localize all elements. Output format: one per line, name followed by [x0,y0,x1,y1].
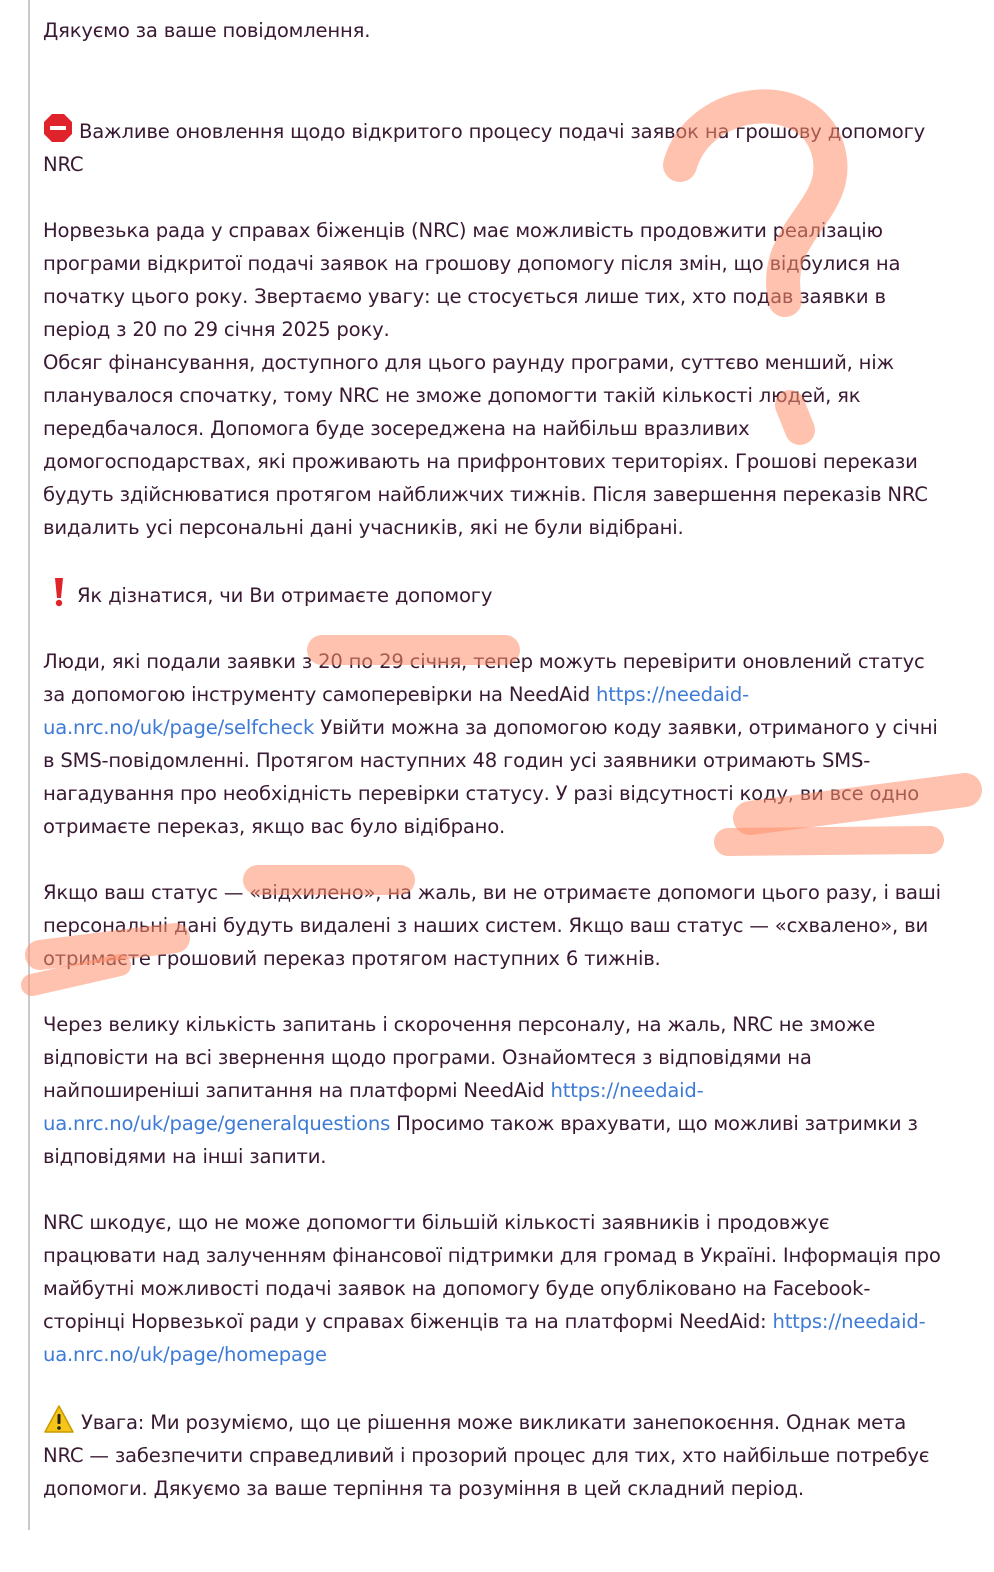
warning-paragraph [43,1404,948,1505]
update-heading [43,113,948,181]
check-paragraph [43,645,948,843]
funding-paragraph: Обсяг фінансування, доступного для цього раунду програми, суттєво менший, ніж планувалося спочатку, тому NRC не зможе допомогти такій кількості людей, як передбачалося. Допомога буде зосереджена на найбільш вразливих домогосподарствах, які проживають на прифронтових територіях. Грошові перекази будуть здійснюватися протягом найближчих тижнів. Після завершення переказів NRC видалить усі персональні дані учасників, які не були відібрані. [43,351,928,539]
check-text-before: Люди, які подали заявки з 20 по 29 січня, тепер можуть перевірити оновлений статус за допомогою інструменту самоперевірки на NeedAid [43,650,925,706]
general-questions-link[interactable]: https://needaid-ua.nrc.no/uk/page/generalquestions [43,1079,704,1135]
warning-icon [43,1404,75,1434]
message-body [43,14,948,1505]
greeting-text: Дякуємо за ваше повідомлення. [43,19,371,42]
quote-rule [28,0,30,1530]
how-heading-text: Як дізнатися, чи Ви отримаєте допомогу [77,584,493,607]
regret-paragraph [43,1206,948,1371]
homepage-link[interactable]: https://needaid-ua.nrc.no/uk/page/homepage [43,1310,926,1366]
red-exclamation-icon [51,577,67,607]
status-paragraph: Якщо ваш статус — «відхилено», на жаль, ви не отримаєте допомоги цього разу, і ваші персональні дані будуть видалені з наших систем. Якщо ваш статус — «схвалено», ви отримаєте грошовий переказ протягом наступних 6 тижнів. [43,881,941,970]
check-text-after: Увійти можна за допомогою коду заявки, отриманого у січні в SMS-повідомленні. Протягом наступних 48 годин усі заявники отримають SMS-нагадування про необхідність перевірки статусу. У разі відсутності коду, ви все одно отримаєте переказ, якщо вас було відібрано. [43,716,938,838]
update-heading-text: Важливе оновлення щодо відкритого процесу подачі заявок на грошову допомогу NRC [43,120,926,176]
stop-sign-icon [43,113,73,143]
requests-paragraph [43,1008,948,1173]
selfcheck-link[interactable]: https://needaid-ua.nrc.no/uk/page/selfcheck [43,683,749,739]
requests-text-before: Через велику кількість запитань і скорочення персоналу, на жаль, NRC не зможе відповісти на всі звернення щодо програми. Ознайомтеся з відповідями на найпоширеніші запитання на платформі NeedAid [43,1013,876,1102]
warning-text: Увага: Ми розуміємо, що це рішення може викликати занепокоєння. Однак мета NRC — забезпечити справедливий і прозорий процес для тих, хто найбільше потребує допомоги. Дякуємо за ваше терпіння та розуміння в цей складний період. [43,1411,930,1500]
intro-paragraph: Норвезька рада у справах біженців (NRC) має можливість продовжити реалізацію програми відкритої подачі заявок на грошову допомогу після змін, що відбулися на початку цього року. Звертаємо увагу: це стосується лише тих, хто подав заявки в період з 20 по 29 січня 2025 року. [43,219,901,341]
requests-text-after: Просимо також врахувати, що можливі затримки з відповідями на інші запити. [43,1112,918,1168]
how-heading [43,577,948,612]
regret-text-before: NRC шкодує, що не може допомогти більшій кількості заявників і продовжує працювати над залученням фінансової підтримки для громад в Україні. Інформація про майбутні можливості подачі заявок на допомогу буде опубліковано на Facebook-сторінці Норвезької ради у справах біженців та на платформі NeedAid: [43,1211,941,1333]
